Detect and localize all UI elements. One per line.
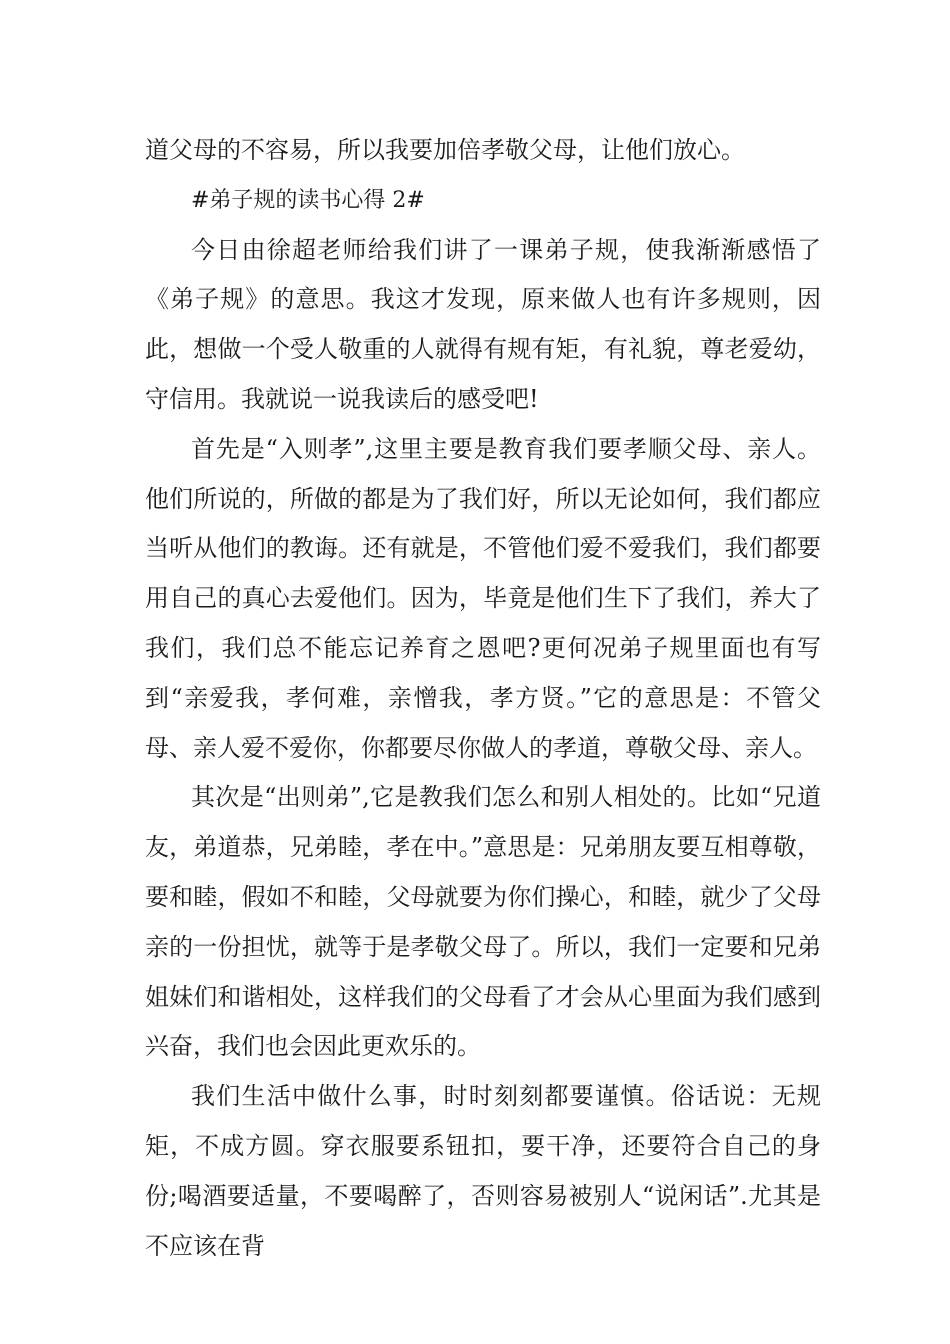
document-body: [145, 126, 821, 1271]
paragraph-ru-ze-xiao: 首先是“入则孝”,这里主要是教育我们要孝顺父母、亲人。他们所说的，所做的都是为了我们好，所以无论如何，我们都应当听从他们的教诲。还有就是，不管他们爱不爱我们，我们都要用自己的真心去爱他们。因为，毕竟是他们生下了我们，养大了我们，我们总不能忘记养育之恩吧?更何况弟子规里面也有写到“亲爱我，孝何难，亲憎我，孝方贤。”它的意思是：不管父母、亲人爱不爱你，你都要尽你做人的孝道，尊敬父母、亲人。: [145, 434, 821, 762]
paragraph-continuation: 道父母的不容易，所以我要加倍孝敬父母，让他们放心。: [145, 136, 745, 164]
paragraph-intro: 今日由徐超老师给我们讲了一课弟子规，使我渐渐感悟了《弟子规》的意思。我这才发现，原来做人也有许多规则，因此，想做一个受人敬重的人就得有规有矩，有礼貌，尊老爱幼，守信用。我就说一说我读后的感受吧!: [145, 235, 821, 413]
paragraph-chu-ze-ti: 其次是“出则弟”,它是教我们怎么和别人相处的。比如“兄道友，弟道恭，兄弟睦，孝在中。”意思是：兄弟朋友要互相尊敬，要和睦，假如不和睦，父母就要为你们操心，和睦，就少了父母亲的一份担忧，就等于是孝敬父母了。所以，我们一定要和兄弟姐妹们和谐相处，这样我们的父母看了才会从心里面为我们感到兴奋，我们也会因此更欢乐的。: [145, 783, 821, 1061]
paragraph-daily-life: 我们生活中做什么事，时时刻刻都要谨慎。俗话说：无规矩，不成方圆。穿衣服要系钮扣，要干净，还要符合自己的身份;喝酒要适量，不要喝醉了，否则容易被别人“说闲话”.尤其是不应该在背: [145, 1082, 821, 1260]
section-heading: #弟子规的读书心得 2#: [191, 187, 425, 213]
